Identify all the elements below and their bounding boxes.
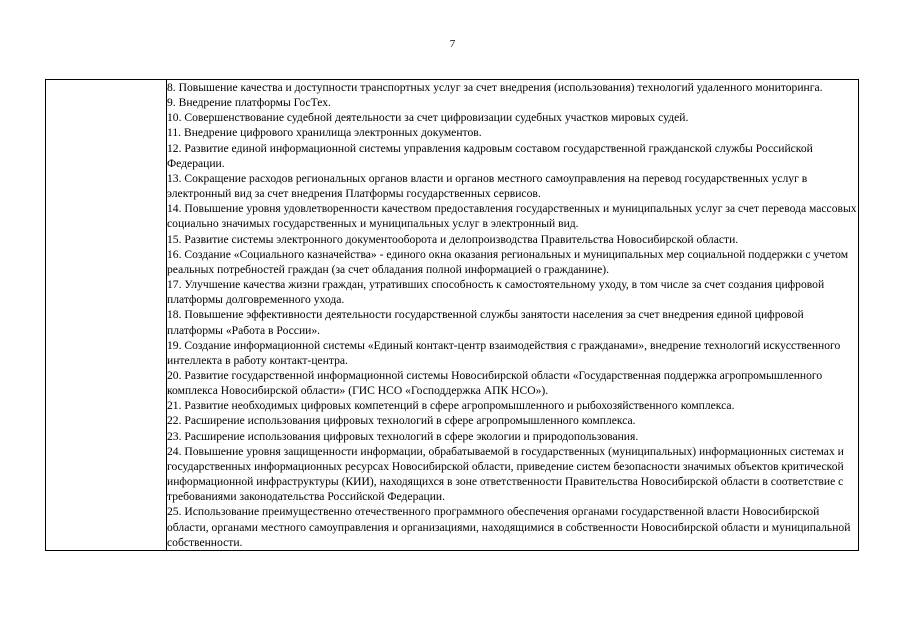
list-item: 24. Повышение уровня защищенности информации, обрабатываемой в государственных (муниципальных) информационных системах и государственных информационных ресурсах Новосибирской области, приведение систем безопасности значимых объектов критической информационной инфраструктуры (КИИ), находящихся в зоне ответственности Правительства Новосибирской области в соответствие с требованиями законодательства Российской Федерации. xyxy=(167,444,844,504)
list-item: 12. Развитие единой информационной системы управления кадровым составом государственной гражданской службы Российской Федерации. xyxy=(167,141,813,170)
table-row xyxy=(46,80,859,551)
list-item: 15. Развитие системы электронного документооборота и делопроизводства Правительства Новосибирской области. xyxy=(167,232,739,246)
list-item: 16. Создание «Социального казначейства» - единого окна оказания региональных и муниципальных мер социальной поддержки с учетом реальных потребностей граждан (за счет обладания полной информацией о гражданине). xyxy=(167,247,849,276)
list-item: 25. Использование преимущественно отечественного программного обеспечения органами государственной власти Новосибирской области, органами местного самоуправления и организациями, находящимися в собственности Новосибирской области и муниципальной собственности. xyxy=(167,505,851,549)
list-item: 19. Создание информационной системы «Единый контакт-центр взаимодействия с гражданами», внедрение технологий искусственного интеллекта в работу контакт-центра. xyxy=(167,338,841,367)
list-item: 10. Совершенствование судебной деятельности за счет цифровизации судебных участков мировых судей. xyxy=(167,111,689,125)
list-item: 13. Сокращение расходов региональных органов власти и органов местного самоуправления на перевод государственных услуг в электронный вид за счет внедрения Платформы государственных сервисов. xyxy=(167,171,808,201)
document-table xyxy=(45,79,859,551)
list-item: 11. Внедрение цифрового хранилища электронных документов. xyxy=(167,126,482,140)
measures-list-cell xyxy=(167,80,859,551)
list-item: 20. Развитие государственной информационной системы Новосибирской области «Государственная поддержка агропромышленного комплекса Новосибирской области» (ГИС НСО «Господдержка АПК НСО»). xyxy=(167,368,823,398)
page-number: 7 xyxy=(449,38,456,50)
list-item: 8. Повышение качества и доступности транспортных услуг за счет внедрения (использования) технологий удаленного мониторинга. xyxy=(167,81,823,94)
list-item: 22. Расширение использования цифровых технологий в сфере агропромышленного комплекса. xyxy=(167,414,636,428)
list-item: 17. Улучшение качества жизни граждан, утративших способность к самостоятельному уходу, в том числе за счет создания цифровой платформы долговременного ухода. xyxy=(167,278,825,307)
list-item: 18. Повышение эффективности деятельности государственной службы занятости населения за счет внедрения единой цифровой платформы «Работа в России». xyxy=(167,308,804,337)
list-item: 9. Внедрение платформы ГосТех. xyxy=(167,96,331,110)
empty-left-cell xyxy=(46,80,167,551)
list-item: 14. Повышение уровня удовлетворенности качеством предоставления государственных и муниципальных услуг за счет перевода массовых социально значимых государственных и муниципальных услуг в электронный вид. xyxy=(167,202,857,231)
list-item: 23. Расширение использования цифровых технологий в сфере экологии и природопользования. xyxy=(167,429,639,443)
list-item: 21. Развитие необходимых цифровых компетенций в сфере агропромышленного и рыбохозяйственного комплекса. xyxy=(167,399,735,413)
